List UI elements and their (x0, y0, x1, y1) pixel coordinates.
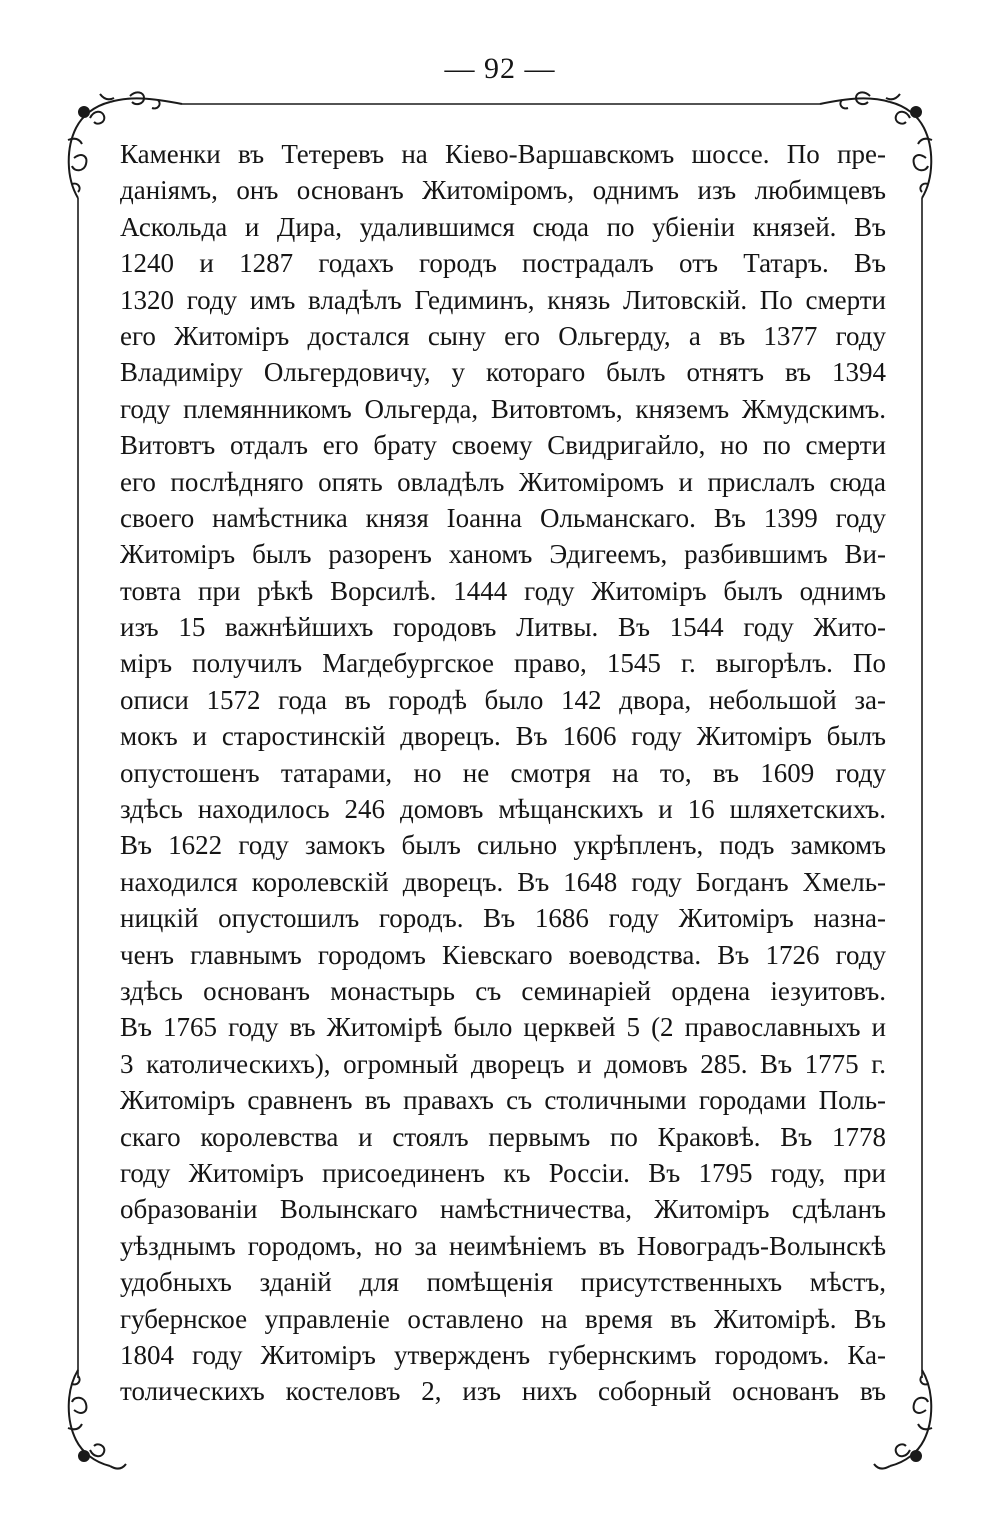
text-line: 1804 году Житоміръ утвержденъ губернскимъ городомъ. Ка- (120, 1339, 886, 1370)
body-text (120, 136, 886, 1410)
text-line: описи 1572 года въ городѣ было 142 двора, небольшой за- (120, 684, 886, 715)
text-line: 3 католическихъ), огромный дворецъ и домовъ 285. Въ 1775 г. (120, 1048, 886, 1079)
text-line: Житоміръ былъ разоренъ ханомъ Эдигеемъ, разбившимъ Ви- (120, 539, 886, 570)
text-line: уѣзднымъ городомъ, но за неимѣніемъ въ Новоградъ-Волынскѣ (120, 1230, 886, 1261)
text-line: скаго королевства и стоялъ первымъ по Краковѣ. Въ 1778 (120, 1121, 886, 1152)
text-line: Въ 1622 году замокъ былъ сильно укрѣпленъ, подъ замкомъ (120, 830, 886, 861)
text-line: опустошенъ татарами, но не смотря на то, въ 1609 году (120, 757, 886, 788)
text-line: его послѣдняго опять овладѣлъ Житоміромъ и прислалъ сюда (120, 466, 886, 497)
text-line: мокъ и старостинскій дворецъ. Въ 1606 году Житоміръ былъ (120, 721, 886, 752)
bottom-left-ornament-icon (68, 1370, 126, 1469)
text-line: 1240 и 1287 годахъ городъ пострадалъ отъ Татаръ. Въ (120, 248, 886, 279)
text-line: 1320 году имъ владѣлъ Гедиминъ, князь Литовскій. По смерти (120, 284, 886, 315)
text-line: Владиміру Ольгердовичу, у котораго былъ отнятъ въ 1394 (120, 357, 886, 388)
text-line: Житоміръ сравненъ въ правахъ съ столичными городами Поль- (120, 1085, 886, 1116)
text-line: своего намѣстника князя Іоанна Ольманскаго. Въ 1399 году (120, 502, 886, 533)
text-line: году Житоміръ присоединенъ къ Россіи. Въ 1795 году, при (120, 1157, 886, 1188)
text-line: образованіи Волынскаго намѣстничества, Житоміръ сдѣланъ (120, 1194, 886, 1225)
text-line: толическихъ костеловъ 2, изъ нихъ соборный основанъ въ (120, 1376, 886, 1407)
text-line: ченъ главнымъ городомъ Кіевскаго воеводства. Въ 1726 году (120, 939, 886, 970)
text-line: удобныхъ зданій для помѣщенія присутственныхъ мѣстъ, (120, 1267, 886, 1298)
text-line: Витовтъ отдалъ его брату своему Свидригайло, но по смерти (120, 430, 886, 461)
text-line: здѣсь основанъ монастырь съ семинаріей ордена іезуитовъ. (120, 975, 886, 1006)
text-line: его Житоміръ достался сыну его Ольгерду, а въ 1377 году (120, 320, 886, 351)
text-line: Каменки въ Тетеревъ на Кіево-Варшавскомъ шоссе. По пре- (120, 139, 886, 169)
text-line: губернское управленіе оставлено на время въ Житомірѣ. Въ (120, 1303, 886, 1334)
page-number: — 92 — (444, 52, 556, 85)
text-line: здѣсь находилось 246 домовъ мѣщанскихъ и 16 шляхетскихъ. (120, 794, 886, 825)
text-line: Аскольда и Дира, удалившимся сюда по убіеніи князей. Въ (120, 211, 886, 242)
text-line: товта при рѣкѣ Ворсилѣ. 1444 году Житоміръ былъ однимъ (120, 575, 886, 606)
text-line: Въ 1765 году въ Житомірѣ было церквей 5 (2 православныхъ и (120, 1012, 886, 1043)
text-line: изъ 15 важнѣйшихъ городовъ Литвы. Въ 1544 году Жито- (120, 612, 886, 643)
text-line: году племянникомъ Ольгерда, Витовтомъ, княземъ Жмудскимъ. (120, 393, 886, 424)
text-line: міръ получилъ Магдебургское право, 1545 г. выгорѣлъ. По (120, 648, 886, 679)
text-line: даніямъ, онъ основанъ Житоміромъ, однимъ изъ любимцевъ (120, 175, 886, 206)
text-line: находился королевскій дворецъ. Въ 1648 году Богданъ Хмель- (120, 866, 886, 897)
text-line: ницкій опустошилъ городъ. Въ 1686 году Житоміръ назна- (120, 903, 886, 934)
